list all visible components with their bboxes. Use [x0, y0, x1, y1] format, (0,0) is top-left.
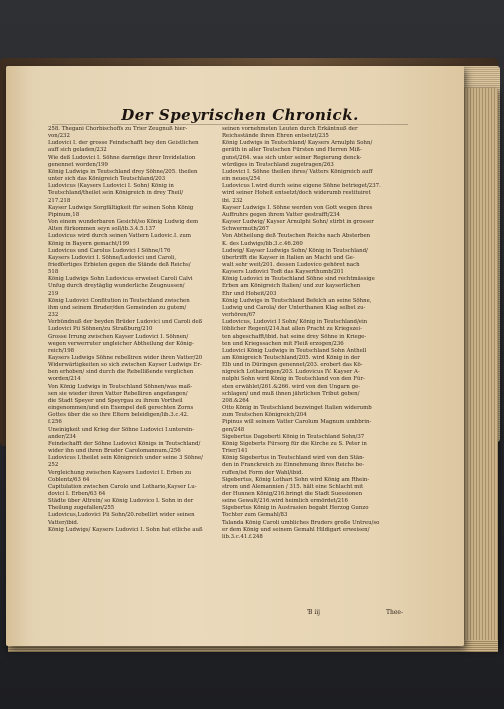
text-line: Ludovicus wird durch seinen Vattern Ludovic.I. zum	[48, 233, 191, 240]
page-number: Ɓ iij	[308, 609, 321, 616]
text-line: Widerwärtigkeiten so sich zwischen Kayser Ludwigs Er-	[48, 362, 202, 369]
text-line: wider ihn und ihren Bruder Carolomannum./256	[48, 448, 181, 455]
text-line: König Ludwigs Sohn Ludovicus erweiset Caroli Calvi	[48, 276, 193, 283]
text-line: 208.&264	[222, 397, 250, 404]
text-line: König Ludwigs in Teutschland Befelch an seine Söhne,	[222, 297, 372, 304]
text-line: f.256	[48, 419, 62, 426]
text-line: König Ludovici Confitution in Teutschland zwischen	[48, 297, 190, 304]
text-line: gunst/264. was sich unter seiner Regierung denck-	[222, 154, 362, 161]
text-line: Sigebertus, König Lothari Sohn wird König am Rhein-	[222, 476, 370, 483]
text-line: Uneinigkeit und Krieg der Söhne Ludovici I.unterein-	[48, 426, 195, 433]
text-line: ben erhoben/ sind durch die Rebellißende verglichen	[48, 369, 194, 376]
text-line: geräth in aller Teutschen Fürsten und Herren Miß-	[222, 147, 362, 154]
text-line: König Ludwigs in Teutschland/ Kaysers Arnulphi Sohn/	[222, 140, 373, 147]
text-line: nulphi Sohn wird König in Teutschland von den Für-	[222, 376, 365, 383]
text-line: Feindschafft der Söhne Ludovici Königs in Teutschland/	[48, 440, 201, 447]
text-line: lib.3.c.41.f.248	[222, 533, 263, 540]
text-line: 232	[48, 312, 59, 319]
text-line: Alten fürkommen seyn soll/ib.3.4.5.137	[48, 226, 156, 233]
text-line: dovici I. Erben/63 64	[48, 490, 106, 497]
text-line: Ludwig und Carola/ der Unterthanen Klag selbst zu-	[222, 304, 366, 311]
text-line: würdiges in Teutschland zugetragen/263	[222, 161, 334, 168]
text-line: Vergleichung zwischen Kaysers Ludovici I. Erben zu	[48, 469, 192, 476]
text-line: Auffruhrs gegen ihrem Vatter gestrafft/234	[222, 211, 340, 218]
text-line: Erben am Königreich Italien/ und zur kayserlichen	[222, 283, 361, 290]
text-line: Grosse Irrung zwischen Kayser Ludovici I. Söhnen/	[48, 333, 189, 340]
text-line: Ludovicus (Kaysers Ludovici I. Sohn) König in	[48, 183, 174, 190]
text-line: von/232	[48, 133, 70, 140]
text-line: Elb und in Düringen genennet/203. erobert das Kö-	[222, 362, 363, 369]
text-line: ibi. 232	[222, 197, 243, 204]
text-line: König Ludovici in Teutschland Söhne sind rechtmässige	[222, 276, 375, 283]
page-edge	[462, 88, 498, 648]
text-line: die Stadt Speyer und Speyrgau zu ihrem Vortheil	[48, 397, 183, 404]
text-line: 252	[48, 462, 59, 469]
text-line: Ludovicus I.theilet sein Königreich under seine 3 Söhne/	[48, 455, 203, 462]
text-line: Ludovici I. Söhne theilen ihres/ Vatters Königreich auff	[222, 168, 373, 175]
text-line: eingenommen/und ein Exempel deß gerechten Zorns	[48, 405, 194, 412]
text-line: seinen vornehmsten Leuten durch Erkäntnuß der	[222, 126, 358, 132]
text-line: 219	[48, 290, 59, 297]
text-line: 518	[48, 269, 59, 276]
text-line: Coblentz/63 64	[48, 476, 90, 483]
text-line: Kayser Ludwig/ Kayser Arnulphi Sohn/ stirbt in grosser	[222, 219, 374, 226]
text-line: Theilung zugefallen/255	[48, 505, 115, 512]
text-line: Pipinus will seinem Vatter Carolum Magnum umbbrin-	[222, 419, 372, 426]
left-column	[48, 126, 226, 534]
text-line: sten erwählet/261.&266. wird von den Ungarn ge-	[222, 383, 361, 390]
text-line: Otto König in Teutschland bezwinget Italien widerumb	[222, 405, 372, 412]
text-line: Sigebertus Dagoberti König in Teutschland Sohn/37	[222, 433, 365, 440]
text-line: reich/198	[48, 347, 75, 354]
text-line: der Hunnen König/216.bringt die Stadt Suessionen	[222, 490, 363, 497]
text-line: Kayser Ludwigs I. Söhne werden von Gott wegen ihres	[222, 204, 373, 211]
text-line: K. des Ludwigs/lib.3.c.46.260	[222, 240, 303, 247]
text-line: auff sich geladen/232	[48, 147, 107, 154]
text-line: Kaysers Ludwigs Söhne rebelliren wider ihren Vatter/20	[48, 355, 203, 361]
text-line: ander/234	[48, 433, 77, 440]
text-line: Ludwig/ Kayser Ludwigs Sohn/ König in Teutschland/	[222, 247, 368, 254]
text-line: löblicher Regent/214.hat allen Pracht zu Kriegszei-	[222, 326, 362, 333]
text-line: Talanda König Caroli umbliches Bruders große Untreu/so	[222, 519, 380, 526]
text-line: Ludovicus I.wird durch seine eigene Söhne betrieget/237.	[222, 183, 381, 190]
text-line: ten abgeschafft/ibid. hat seine drey Söhne in Kriege-	[222, 333, 367, 340]
text-line: Sigebertus König in Austrasien begabt Herzog Gunzo	[222, 505, 369, 512]
text-line: verhören/67	[222, 312, 256, 319]
text-line: Verbündnuß der beyden Brüder Ludovici und Caroli deß	[48, 319, 203, 326]
text-line: König in Bayern gemacht/199	[48, 240, 130, 247]
text-line: strom und Alemannien / 315. hält eine Schlacht mit	[222, 483, 364, 490]
text-line: wird seiner Hoheit entsetzt/doch widerumb restituiret	[222, 190, 371, 197]
text-line: Kaysers Ludovici I. Söhne/Ludovici und Caroli,	[48, 254, 177, 261]
text-line: Von Abtheilung deß Teutschen Reichs nach Absterben	[222, 233, 371, 240]
text-line: sen sie wieder ihren Vatter Rebelliren angefangen/	[48, 390, 188, 397]
text-line: Capitulation zwischen Carolo und Lothario,Kayser Lu-	[48, 483, 197, 490]
text-line: walt sehr weit/201. dessen Ludovico gehöret nach	[222, 261, 360, 268]
text-line: 258. Thegani Chorbischoffs zu Trier Zeugnuß hier-	[48, 126, 188, 132]
text-line: Städte über Altrein/ so König Ludovico I. Sohn in der	[48, 498, 194, 505]
text-line: König Ludwigs in Teutschland drey Söhne/205. theilen	[48, 168, 198, 175]
header-rule	[52, 124, 408, 125]
text-line: nigreich Lotharingen/203. Ludovicus IV. Kayser A-	[222, 369, 360, 376]
text-line: Schwermuth/267	[222, 226, 269, 233]
text-line: Vatter/ibid.	[48, 519, 79, 526]
text-line: seine Gewalt/216.wird heimlich ermördet/216	[222, 498, 348, 505]
right-column	[222, 126, 404, 541]
text-line: worden/214	[48, 376, 81, 383]
text-line: Gottes über die so ihre Eltern beleidigen/lib.3.c.42.	[48, 412, 189, 419]
text-line: friedfertiges Erbieten gegen die Stände deß Reichs/	[48, 261, 191, 268]
text-line: ein neues/254	[222, 176, 261, 183]
text-line: genennet worden/199	[48, 161, 108, 168]
text-line: Von König Ludwigs in Teutschland Söhnen/was maß-	[48, 383, 193, 390]
text-line: Ludovici König Ludwigs in Teutschland Sohn Anthell	[222, 347, 367, 354]
text-line: Pipinum,18	[48, 211, 80, 218]
text-line: Von einem wunderbaren Gesicht/so König Ludwig dem	[48, 219, 199, 226]
text-line: Kaysers Ludovici Todt das Kayserthumb/201	[222, 269, 344, 276]
text-line: zum Teutschen Königreich/204	[222, 412, 307, 419]
text-line: Ludovici I. der grosse Feindschafft bey den Geistlichen	[48, 140, 199, 147]
text-line: König Sigebertus in Teutschland wird von den Stän-	[222, 455, 365, 462]
text-line: Ludovici Pii Söhnen/zu Straßburg/210	[48, 326, 153, 333]
text-line: er dem König und seinem Gemahl Hildigart erweisen/	[222, 526, 370, 533]
catchword: Thee-	[386, 609, 403, 616]
text-line: Trier/141	[222, 448, 248, 455]
text-line: wegen verwerruter ungleicher Abtheilung der König-	[48, 340, 194, 347]
text-line: schlagen/ und muß ihnen jährlichen Tribut geben/	[222, 390, 360, 397]
text-line: Ehr und Hoheit/203	[222, 290, 277, 297]
text-line: Ludovicus, Ludovici I Sohn/ König in Teutschland/ein	[222, 319, 368, 326]
text-line: Kayser Ludwigs Sorgfältigkeit für seinen Sohn König	[48, 204, 194, 211]
text-line: Ludovicus und Carolus Ludovici I Söhne/176	[48, 247, 171, 254]
text-line: ihm und seinem Bruder/den Gemeinden zu gutem/	[48, 304, 187, 311]
page-title: Der Speyrischen Chronick.	[121, 106, 359, 124]
text-line: König Sigeberts Fürsorg für die Kirche zu S. Peter in	[222, 440, 367, 447]
text-line: 217.218	[48, 197, 71, 204]
text-line: den in Franckreich zu Einnehmung ihres Reichs be-	[222, 462, 365, 469]
text-line: übertrifft die Kayser in Italien an Macht und Ge-	[222, 254, 355, 261]
text-line: Unfug durch dreytäglig wunderliche Zeugnussen/	[48, 283, 185, 290]
text-line: Teutschland/theilet sein Königreich in drey Theil/	[48, 190, 184, 197]
text-line: ten und Kriegssachen mit Fleiß erzogen/236	[222, 340, 344, 347]
text-line: unter sich das Königreich Teutschland/203	[48, 176, 166, 183]
text-line: am Königreich Teutschland/205. wird König in der	[222, 355, 360, 361]
text-line: gen/248	[222, 426, 245, 433]
text-line: Tochter zum Gemahl/83	[222, 512, 288, 519]
text-line: König Ludwigs/ Kaysers Ludovici I. Sohn hat etliche auß	[48, 526, 203, 533]
text-line: Reichsstände ihren Ehren entsetzt/235	[222, 133, 329, 140]
text-line: Wie deß Ludovici I. Söhne darmüge ihrer Invidelation	[48, 154, 196, 161]
text-line: ruffen/ist Form der Wahl/ibid.	[222, 469, 304, 476]
text-line: Ludovicus,Ludovici Pii Sohn/20.rebellirt wider seinen	[48, 512, 195, 519]
